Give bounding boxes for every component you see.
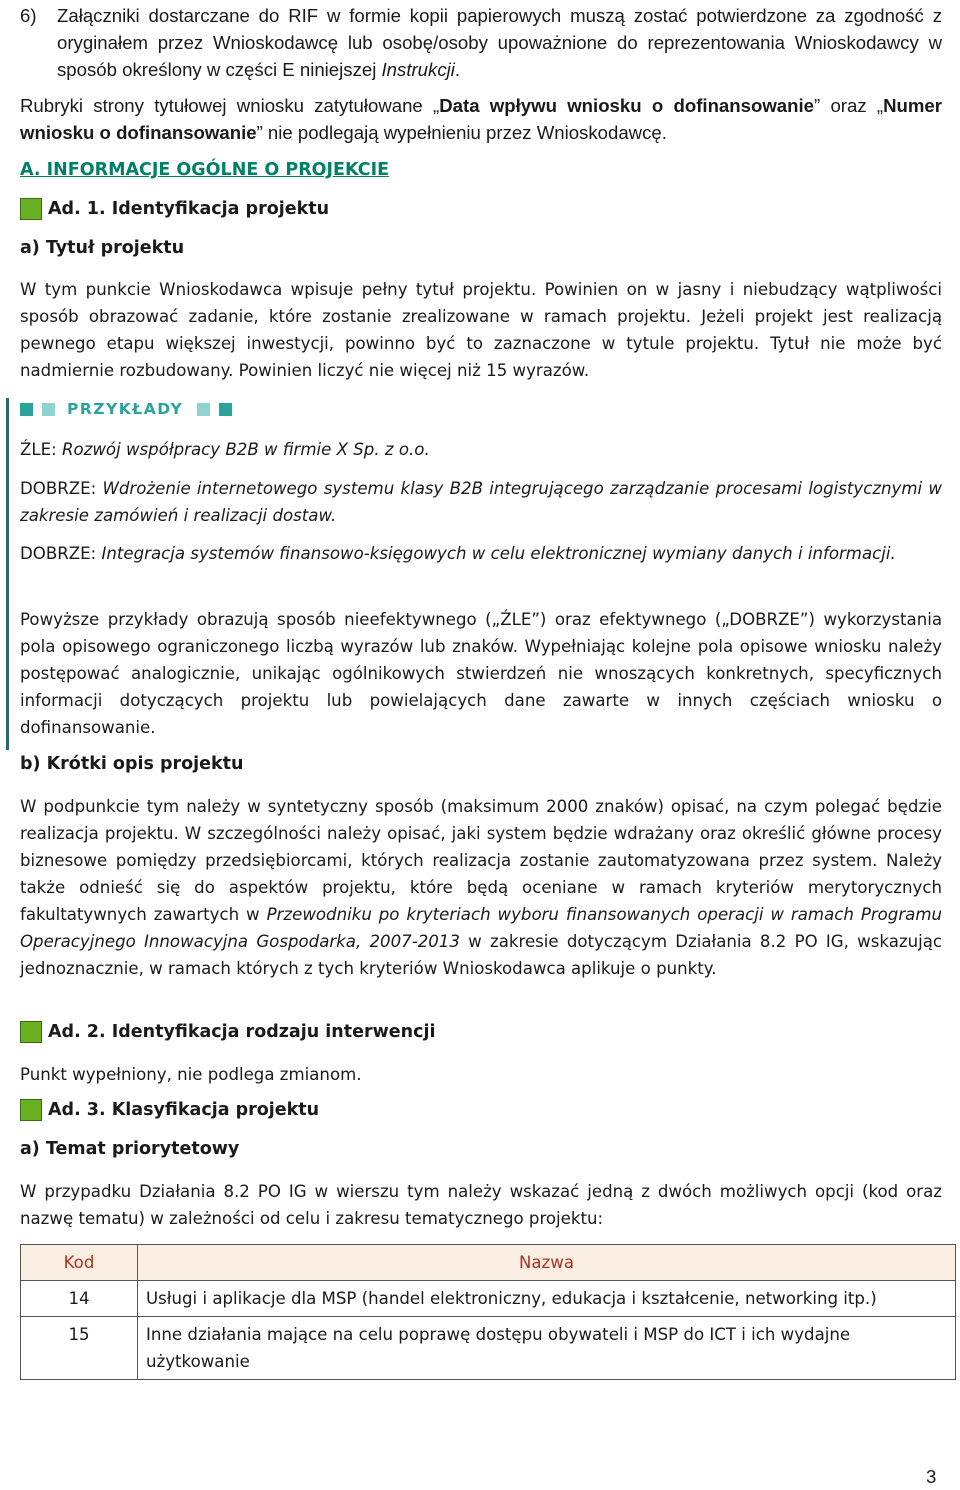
ad1-b-heading: b) Krótki opis projektu <box>20 754 244 774</box>
example-bad: ŹLE: Rozwój współpracy B2B w firmie X Sp. z o.o. <box>20 440 430 459</box>
green-square-icon <box>20 198 42 220</box>
cell-kod: 15 <box>21 1317 138 1380</box>
green-square-icon <box>20 1099 42 1121</box>
green-square-icon <box>20 1021 42 1043</box>
topic-table <box>20 1244 956 1380</box>
light-teal-square-icon <box>42 403 55 416</box>
cell-nazwa: Inne działania mające na celu poprawę dostępu obywateli i MSP do ICT i ich wydajne użytkowanie <box>138 1317 956 1380</box>
page-number: 3 <box>926 1466 937 1487</box>
ad2-heading: Ad. 2. Identyfikacja rodzaju interwencji <box>20 1021 435 1043</box>
example-good-1: DOBRZE: Wdrożenie internetowego systemu klasy B2B integrującego zarządzanie procesami logistycznymi w zakresie zamówień i realizacji dostaw. <box>20 479 942 525</box>
cell-kod: 14 <box>21 1281 138 1317</box>
table-header-row <box>21 1245 956 1281</box>
column-header-nazwa: Nazwa <box>138 1245 956 1281</box>
title-page-note: Rubryki strony tytułowej wniosku zatytułowane „Data wpływu wniosku o dofinansowanie” oraz „Numer wniosku o dofinansowanie” nie podlegają wypełnieniu przez Wnioskodawcę. <box>20 95 942 143</box>
list-item-text: Załączniki dostarczane do RIF w formie kopii papierowych muszą zostać potwierdzone za zgodność z oryginałem przez Wnioskodawcę lub osobę/osoby upoważnione do reprezentowania Wnioskodawcy w sposób określony w części E niniejszej Instrukcji. <box>57 5 942 80</box>
ad1-a-paragraph: W tym punkcie Wnioskodawca wpisuje pełny tytuł projektu. Powinien on w jasny i niebudzący wątpliwości sposób obrazować zadanie, które zostanie zrealizowane w ramach projektu. Jeżeli projekt jest realizacją pewnego etapu większej inwestycji, powinno być to zaznaczone w tytule projektu. Tytuł nie może być nadmiernie rozbudowany. Powinien liczyć nie więcej niż 15 wyrazów. <box>20 280 942 380</box>
list-number: 6) <box>20 5 37 26</box>
table-row <box>21 1317 956 1380</box>
table-row <box>21 1281 956 1317</box>
ad3-a-heading: a) Temat priorytetowy <box>20 1139 240 1159</box>
ad1-a-heading: a) Tytuł projektu <box>20 238 185 258</box>
ad1-b-paragraph: W podpunkcie tym należy w syntetyczny sposób (maksimum 2000 znaków) opisać, na czym polegać będzie realizacja projektu. W szczególności należy opisać, jaki system będzie wdrażany oraz określić główne procesy biznesowe pomiędzy przedsiębiorcami, których realizacja zostanie zautomatyzowana przez system. Należy także odnieść się do aspektów projektu, które będą oceniane w ramach kryteriów merytorycznych fakultatywnych zawartych w Przewodniku po kryteriach wyboru finansowanych operacji w ramach Programu Operacyjnego Innowacyjna Gospodarka, 2007-2013 w zakresie dotyczącym Działania 8.2 PO IG, wskazując jednoznacznie, w ramach których z tych kryteriów Wnioskodawca aplikuje o punkty. <box>20 797 943 978</box>
examples-label: PRZYKŁADY <box>20 400 232 418</box>
examples-summary: Powyższe przykłady obrazują sposób nieefektywnego („ŹLE”) oraz efektywnego („DOBRZE”) wykorzystania pola opisowego ograniczonego liczbą wyrazów lub znaków. Wypełniając kolejne pola opisowe wniosku należy postępować analogicznie, unikając ogólnikowych stwierdzeń nie wnoszących konkretnych, specyficznych informacji dotyczących projektu lub powielających dane zawarte w innych częściach wniosku o dofinansowanie. <box>20 610 942 737</box>
teal-square-icon <box>20 403 33 416</box>
examples-bar <box>6 398 9 750</box>
light-teal-square-icon <box>197 403 210 416</box>
ad2-paragraph: Punkt wypełniony, nie podlega zmianom. <box>20 1065 362 1084</box>
ad1-heading: Ad. 1. Identyfikacja projektu <box>20 198 329 220</box>
ad3-a-paragraph: W przypadku Działania 8.2 PO IG w wierszu tym należy wskazać jedną z dwóch możliwych opcji (kod oraz nazwę tematu) w zależności od celu i zakresu tematycznego projektu: <box>20 1182 942 1228</box>
ad3-heading: Ad. 3. Klasyfikacja projektu <box>20 1099 319 1121</box>
section-heading: A. INFORMACJE OGÓLNE O PROJEKCIE <box>20 160 390 180</box>
teal-square-icon <box>219 403 232 416</box>
list-item-6 <box>20 2 942 83</box>
cell-nazwa: Usługi i aplikacje dla MSP (handel elektroniczny, edukacja i kształcenie, networking itp.) <box>138 1281 956 1317</box>
column-header-kod: Kod <box>21 1245 138 1281</box>
example-good-2: DOBRZE: Integracja systemów finansowo-księgowych w celu elektronicznej wymiany danych i informacji. <box>20 544 896 563</box>
